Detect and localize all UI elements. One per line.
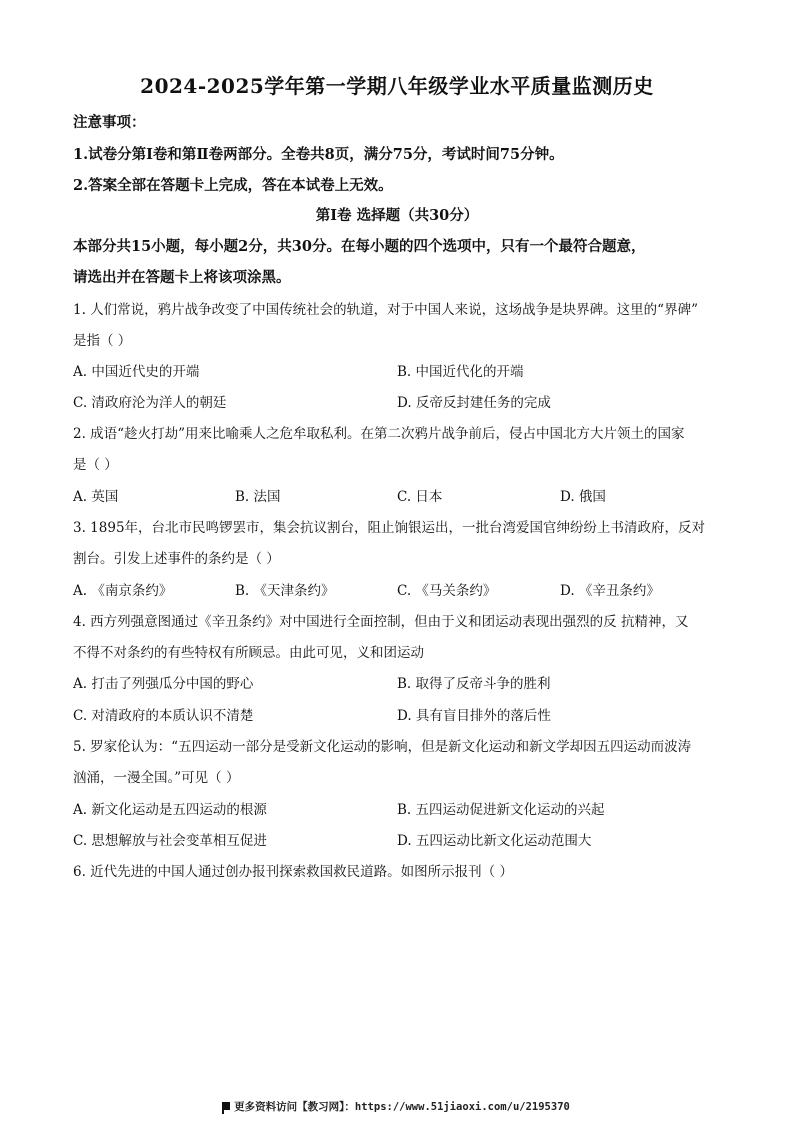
question-1-option-d[interactable]: D. 反帝反封建任务的完成: [397, 395, 551, 411]
notice-heading: 注意事项：: [73, 114, 146, 131]
question-1-option-a[interactable]: A. 中国近代史的开端: [73, 364, 200, 380]
footer-link[interactable]: 更多资料访问【教习网】：https://www.51jiaoxi.com/u/2195370: [234, 1101, 570, 1113]
question-2-option-a[interactable]: A. 英国: [73, 489, 119, 505]
question-3-text: 割台。引发上述事件的条约是（ ）: [73, 551, 280, 567]
notice-item: 1.试卷分第Ⅰ卷和第Ⅱ卷两部分。全卷共8页，满分75分，考试时间75分钟。: [73, 146, 564, 163]
question-3-option-c[interactable]: C. 《马关条约》: [397, 583, 497, 599]
question-5-option-b[interactable]: B. 五四运动促进新文化运动的兴起: [397, 802, 605, 818]
section-instruction: 请选出并在答题卡上将该项涂黑。: [73, 269, 291, 286]
flag-icon: [224, 1102, 230, 1110]
question-4-text: 4. 西方列强意图通过《辛丑条约》对中国进行全面控制，但由于义和团运动表现出强烈的反 抗精神，又: [73, 614, 689, 630]
question-4-option-a[interactable]: A. 打击了列强瓜分中国的野心: [73, 676, 254, 692]
question-4-option-b[interactable]: B. 取得了反帝斗争的胜利: [397, 676, 551, 692]
question-5-text: 汹涌，一漫全国。”可见（ ）: [73, 770, 240, 786]
question-3-option-b[interactable]: B. 《天津条约》: [235, 583, 335, 599]
question-2-option-b[interactable]: B. 法国: [235, 489, 281, 505]
question-4-option-d[interactable]: D. 具有盲目排外的落后性: [397, 708, 551, 724]
question-6-text: 6. 近代先进的中国人通过创办报刊探索救国救民道路。如图所示报刊（ ）: [73, 864, 513, 880]
question-3-option-d[interactable]: D. 《辛丑条约》: [560, 583, 660, 599]
question-2-option-c[interactable]: C. 日本: [397, 489, 443, 505]
section-instruction: 本部分共15小题，每小题2分，共30分。在每小题的四个选项中，只有一个最符合题意，: [73, 238, 646, 255]
section-title: 第Ⅰ卷 选择题（共30分）: [315, 207, 479, 224]
question-1-option-c[interactable]: C. 清政府沦为洋人的朝廷: [73, 395, 227, 411]
question-4-text: 不得不对条约的有些特权有所顾忌。由此可见，义和团运动: [73, 645, 424, 661]
question-1-text: 1. 人们常说，鸦片战争改变了中国传统社会的轨道，对于中国人来说，这场战争是块界碑。这里的“界碑”: [73, 302, 698, 318]
footer: [0, 1099, 794, 1114]
question-2-option-d[interactable]: D. 俄国: [560, 489, 606, 505]
question-3-option-a[interactable]: A. 《南京条约》: [73, 583, 173, 599]
question-1-option-b[interactable]: B. 中国近代化的开端: [397, 364, 524, 380]
question-5-option-a[interactable]: A. 新文化运动是五四运动的根源: [73, 802, 267, 818]
notice-item: 2.答案全部在答题卡上完成，答在本试卷上无效。: [73, 177, 393, 194]
question-2-text: 是（ ）: [73, 457, 118, 473]
question-3-text: 3. 1895年，台北市民鸣锣罢市，集会抗议割台，阻止饷银运出，一批台湾爱国官绅纷纷上书清政府，反对: [73, 520, 706, 536]
question-5-option-c[interactable]: C. 思想解放与社会变革相互促进: [73, 833, 267, 849]
question-5-option-d[interactable]: D. 五四运动比新文化运动范围大: [397, 833, 592, 849]
question-1-text: 是指（ ）: [73, 333, 132, 349]
page-title: 2024-2025学年第一学期八年级学业水平质量监测历史: [140, 74, 654, 98]
question-2-text: 2. 成语“趁火打劫”用来比喻乘人之危牟取私利。在第二次鸦片战争前后，侵占中国北方大片领土的国家: [73, 426, 685, 442]
question-4-option-c[interactable]: C. 对清政府的本质认识不清楚: [73, 708, 254, 724]
question-5-text: 5. 罗家伦认为：“五四运动一部分是受新文化运动的影响，但是新文化运动和新文学却因五四运动而波涛: [73, 739, 692, 755]
